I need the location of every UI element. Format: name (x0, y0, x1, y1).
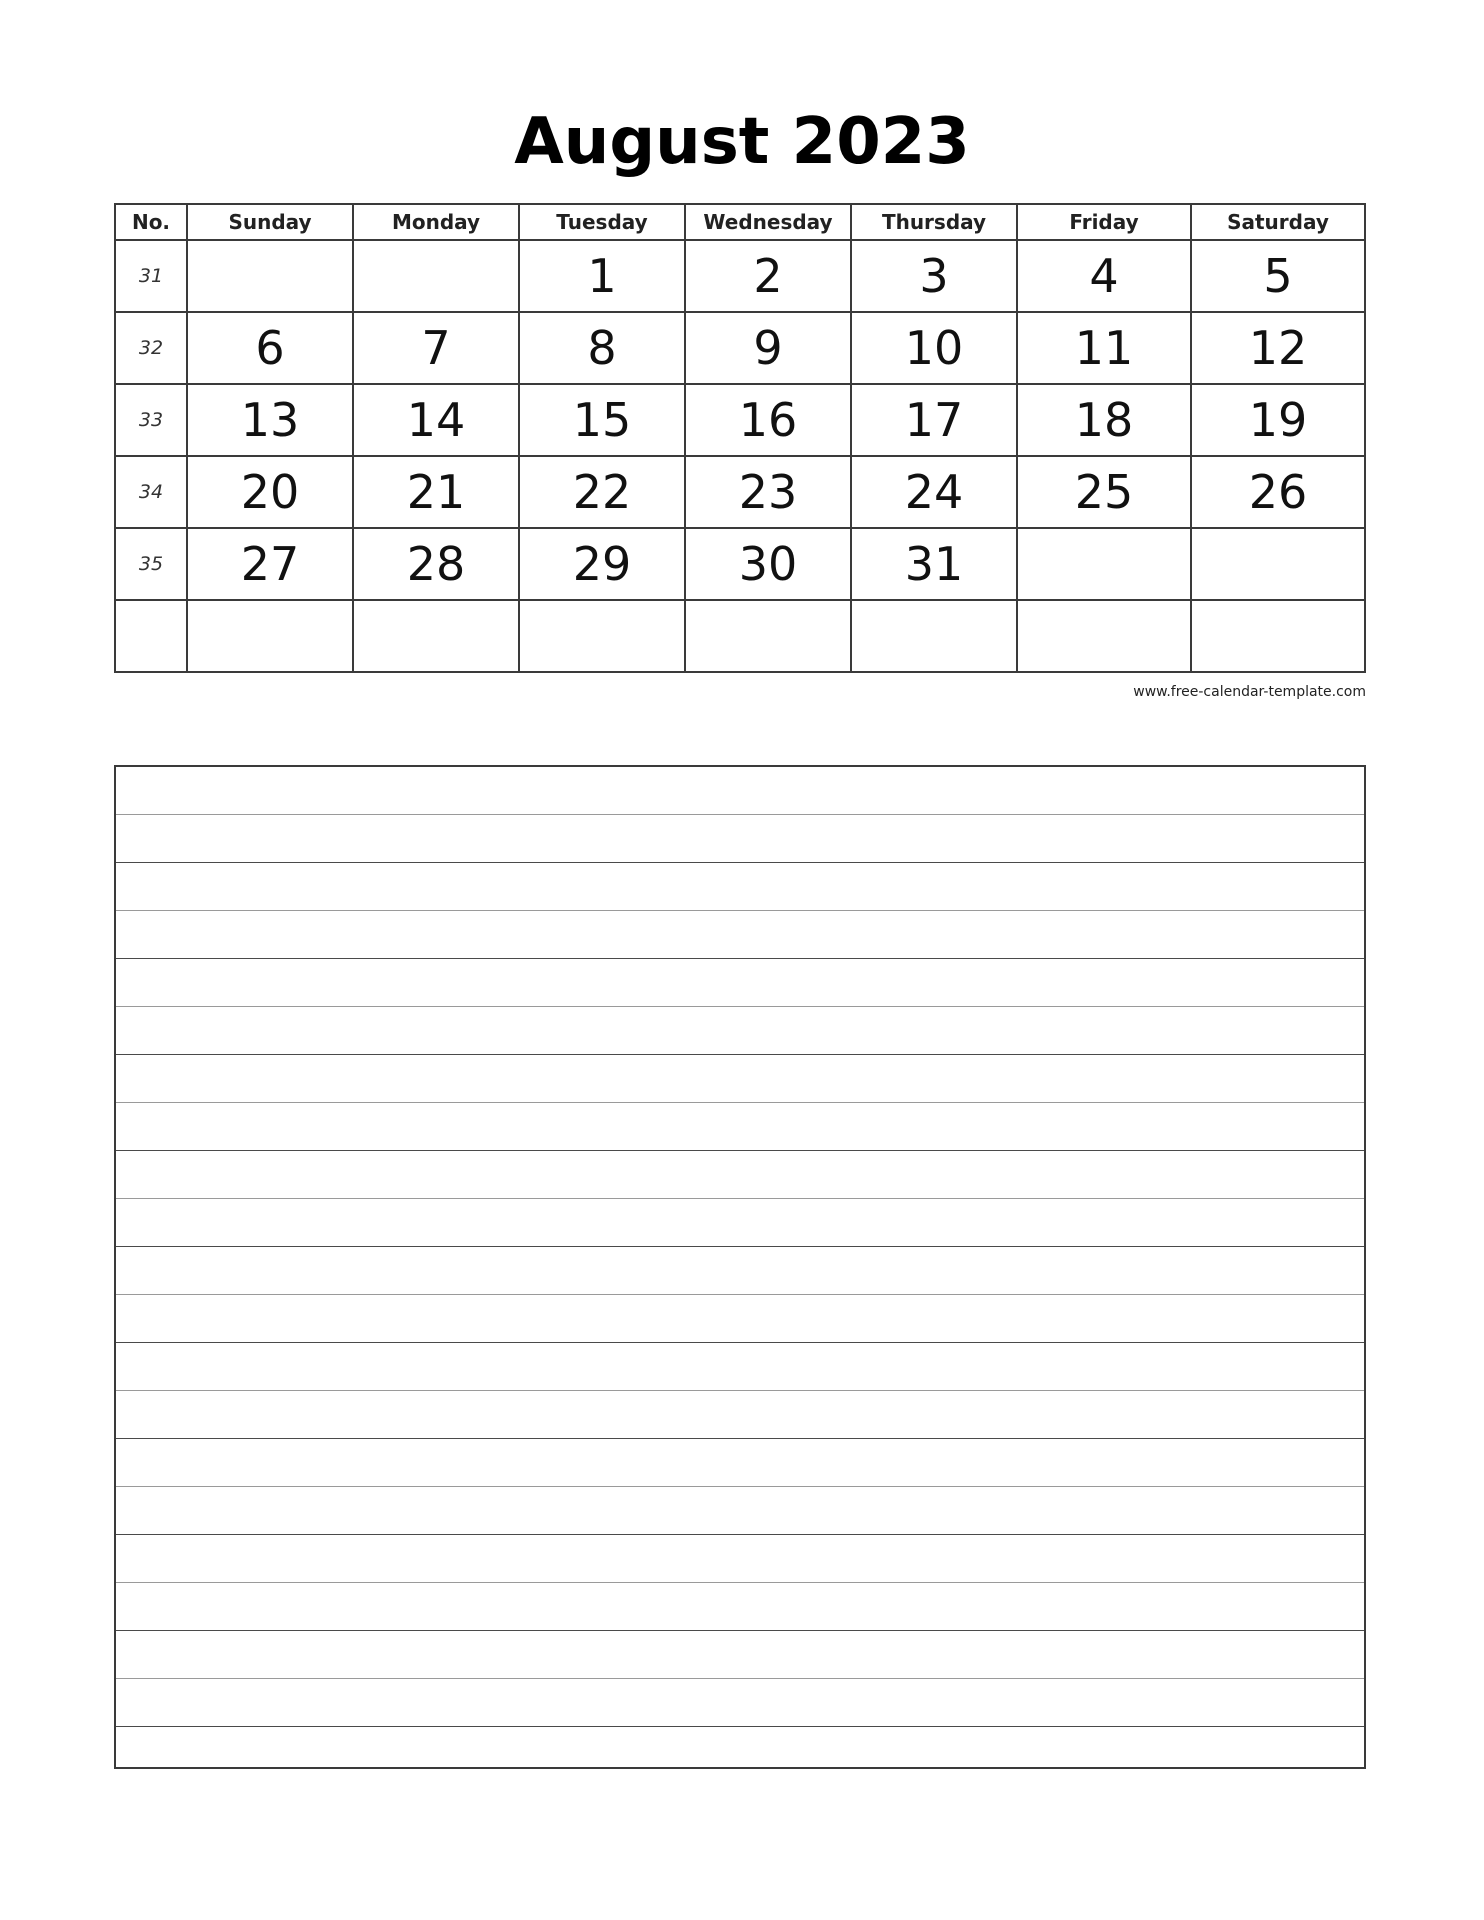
day-cell (1191, 528, 1365, 600)
day-cell (187, 600, 353, 672)
note-line (116, 910, 1364, 911)
header-monday: Monday (353, 204, 519, 240)
website-url: www.free-calendar-template.com (1133, 684, 1366, 700)
day-cell: 21 (353, 456, 519, 528)
note-line (116, 1006, 1364, 1007)
week-row (115, 600, 1365, 672)
week-row (115, 312, 1365, 384)
note-line (116, 1198, 1364, 1199)
day-cell (1017, 528, 1191, 600)
calendar-title: August 2023 (514, 105, 970, 179)
day-cell: 18 (1017, 384, 1191, 456)
day-cell: 14 (353, 384, 519, 456)
header-sunday: Sunday (187, 204, 353, 240)
day-cell: 6 (187, 312, 353, 384)
day-cell: 25 (1017, 456, 1191, 528)
header-wednesday: Wednesday (685, 204, 851, 240)
day-cell: 10 (851, 312, 1017, 384)
day-cell: 17 (851, 384, 1017, 456)
note-line (116, 1246, 1364, 1247)
day-cell: 12 (1191, 312, 1365, 384)
day-cell: 20 (187, 456, 353, 528)
week-number: 33 (115, 384, 187, 456)
note-line (116, 1582, 1364, 1583)
day-cell: 22 (519, 456, 685, 528)
day-cell: 9 (685, 312, 851, 384)
note-line (116, 1054, 1364, 1055)
note-line (116, 862, 1364, 863)
day-cell: 19 (1191, 384, 1365, 456)
note-line (116, 1342, 1364, 1343)
day-cell: 26 (1191, 456, 1365, 528)
day-cell (685, 600, 851, 672)
day-cell: 4 (1017, 240, 1191, 312)
note-line (116, 814, 1364, 815)
day-cell: 30 (685, 528, 851, 600)
day-cell (851, 600, 1017, 672)
day-cell: 5 (1191, 240, 1365, 312)
day-cell (519, 600, 685, 672)
week-number (115, 600, 187, 672)
week-row (115, 528, 1365, 600)
header-thursday: Thursday (851, 204, 1017, 240)
calendar-grid (114, 203, 1366, 673)
note-line (116, 1726, 1364, 1727)
day-cell: 28 (353, 528, 519, 600)
header-saturday: Saturday (1191, 204, 1365, 240)
day-cell (1017, 600, 1191, 672)
day-cell: 15 (519, 384, 685, 456)
day-cell: 8 (519, 312, 685, 384)
day-cell: 27 (187, 528, 353, 600)
note-line (116, 958, 1364, 959)
note-line (116, 1438, 1364, 1439)
day-cell: 29 (519, 528, 685, 600)
note-line (116, 1678, 1364, 1679)
week-number: 35 (115, 528, 187, 600)
weekday-header-row (115, 204, 1365, 240)
note-line (116, 1294, 1364, 1295)
day-cell: 23 (685, 456, 851, 528)
note-line (116, 1486, 1364, 1487)
day-cell: 2 (685, 240, 851, 312)
header-week-no: No. (115, 204, 187, 240)
day-cell: 24 (851, 456, 1017, 528)
day-cell (187, 240, 353, 312)
day-cell: 13 (187, 384, 353, 456)
week-number: 34 (115, 456, 187, 528)
day-cell: 31 (851, 528, 1017, 600)
notes-area (114, 765, 1366, 1769)
day-cell: 1 (519, 240, 685, 312)
day-cell (353, 600, 519, 672)
note-line (116, 1630, 1364, 1631)
header-friday: Friday (1017, 204, 1191, 240)
week-number: 31 (115, 240, 187, 312)
day-cell: 7 (353, 312, 519, 384)
note-line (116, 1534, 1364, 1535)
week-row (115, 456, 1365, 528)
header-tuesday: Tuesday (519, 204, 685, 240)
week-number: 32 (115, 312, 187, 384)
note-line (116, 1102, 1364, 1103)
day-cell: 3 (851, 240, 1017, 312)
week-row (115, 240, 1365, 312)
day-cell (353, 240, 519, 312)
note-line (116, 1390, 1364, 1391)
day-cell (1191, 600, 1365, 672)
week-row (115, 384, 1365, 456)
note-line (116, 1150, 1364, 1151)
day-cell: 11 (1017, 312, 1191, 384)
day-cell: 16 (685, 384, 851, 456)
